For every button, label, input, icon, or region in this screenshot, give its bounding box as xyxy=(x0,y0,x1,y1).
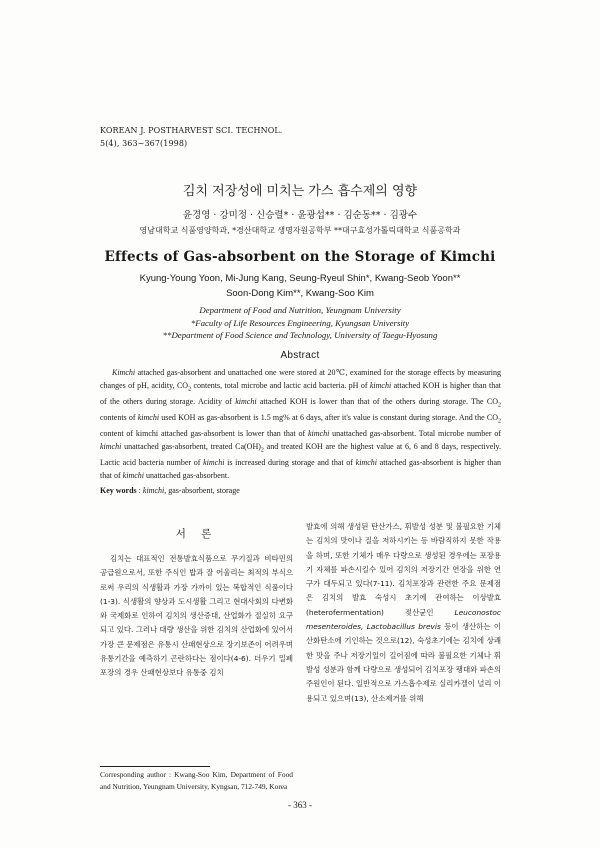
english-authors-line2: Soon-Dong Kim**, Kwang-Soo Kim xyxy=(226,288,374,299)
english-authors xyxy=(0,271,600,301)
journal-name: KOREAN J. POSTHARVEST SCI. TECHNOL. xyxy=(100,126,283,135)
affiliation-1: Department of Food and Nutrition, Yeungnam University xyxy=(199,305,401,315)
journal-volume: 5(4), 363~367(1998) xyxy=(100,139,188,148)
affiliation-2: *Faculty of Life Resources Engineering, Kyungsan University xyxy=(190,317,410,328)
korean-title: 김치 저장성에 미치는 가스 흡수제의 영향 xyxy=(182,184,418,199)
korean-authors: 윤경영 · 강미정 · 신승렬* · 윤광섭** · 김순동** · 김광수 xyxy=(182,210,418,221)
keywords-label: Key words xyxy=(100,486,137,495)
abstract-heading: Abstract xyxy=(280,350,320,361)
introduction-heading: 서 론 xyxy=(175,528,218,540)
page-number: - 363 - xyxy=(288,800,312,810)
affiliation-3: **Department of Food Science and Technology, University of Taegu-Hyosung xyxy=(162,330,438,340)
journal-citation xyxy=(100,124,282,150)
corresponding-author-footnote: Corresponding author : Kwang-Soo Kim, Department of Food and Nutrition, Yeungnam University, Kyngsan, 712-749, Korea xyxy=(100,770,293,791)
keyword-kimchi: kimchi xyxy=(142,486,165,495)
keywords: Key words : kimchi, gas-absorbent, storage xyxy=(100,486,240,495)
abstract-body: Kimchi attached gas-absorbent and unattached one were stored at 20℃, examined for the storage effects by measuring changes of pH, acidity, $CO_2$ contents, total microbe and lactic acid bacteria. pH of kimchi attached KOH is higher than that of the others during storage. Acidity of kimchi attached KOH is lower than that of the others during storage. The $CO_2$ contents of kimchi used KOH as gas-absorbent is 1.5 mg% at 6 days, after it's value is constant during storage. And the $CO_2$ content of kimchi attached gas-absorbent is lower than that of kimchi unattached gas-absorbent. Total microbe number of kimchi unattached gas-absorbent, treated $Ca(OH)_2$ and treated KOH are the highest value at 6, 6 and 8 days, respectively. Lactic acid bacteria number of kimchi is increased during storage and that of kimchi attached gas-absorbent is higher than that of kimchi unattached gas-absorbent. xyxy=(100,368,502,480)
introduction-left-column: 김치는 대표적인 전통발효식품으로 무기질과 비타민의 공급원으로서, 또한 주식인 밥과 잘 어울리는 최적의 부식으로써 우리의 식생활과 가장 가까이 있는 복합적인 식품이다(1-3). 식생활의 향상과 도시생활 그리고 현대사회의 다변화와 국제화로 인하여 김치의 생산증대, 산업화가 절실히 요구되고 있다. 그러나 대량 생산을 위한 김치의 산업화에 있어서 가장 큰 문제점은 유통시 산패현상으로 장기보존이 어려우며 유통기간을 예측하기 곤란하다는 점이다(4-6). 더우기 밀폐포장의 경우 산패현상보다 유통중 김치 xyxy=(100,554,293,678)
korean-affiliations: 영남대학교 식품영양학과, *경산대학교 생명자원공학부 **대구효성가톨릭대학교 식품공학과 xyxy=(139,226,461,235)
english-affiliations xyxy=(0,304,600,342)
footnote-divider xyxy=(100,766,210,767)
english-authors-line1: Kyung-Young Yoon, Mi-Jung Kang, Seung-Ryeul Shin*, Kwang-Seob Yoon** xyxy=(139,273,461,284)
species-names: Leuconostoc mesenteroides, Lactobacillus brevis xyxy=(306,607,501,632)
english-title: Effects of Gas-absorbent on the Storage of Kimchi xyxy=(104,249,496,265)
introduction-right-column: 발효에 의해 생성된 탄산가스, 휘발성 성분 및 불필요한 기체는 김치의 맛이나 질을 저하시키는 등 바람직하지 못한 작용을 하며, 또한 기체가 매우 다량으로 생성된 경우에는 포장용기 자체를 파손시킬수 있어 김치의 저장기간 연장을 위한 연구가 대두되고 있다(7-11). 김치포장과 관련한 주요 문제점은 김치의 발효 숙성시 초기에 관여하는 이상발효(heterofermentation) 젖산균인 Leuconostoc mesenteroides, Lactobacillus brevis 등이 생산하는 이산화탄소에 기인하는 것으로(12), 숙성초기에는 김치에 상쾌한 맛을 주나 저장기일이 길어짐에 따라 불필요한 기체나 휘발성 성분과 함께 다량으로 생성되어 김치포장 팽대와 파손의 주원인이 된다. 일반적으로 가스흡수제로 실리카겔이 널리 이용되고 있으며(13), 산소제거를 위해 xyxy=(306,522,502,703)
